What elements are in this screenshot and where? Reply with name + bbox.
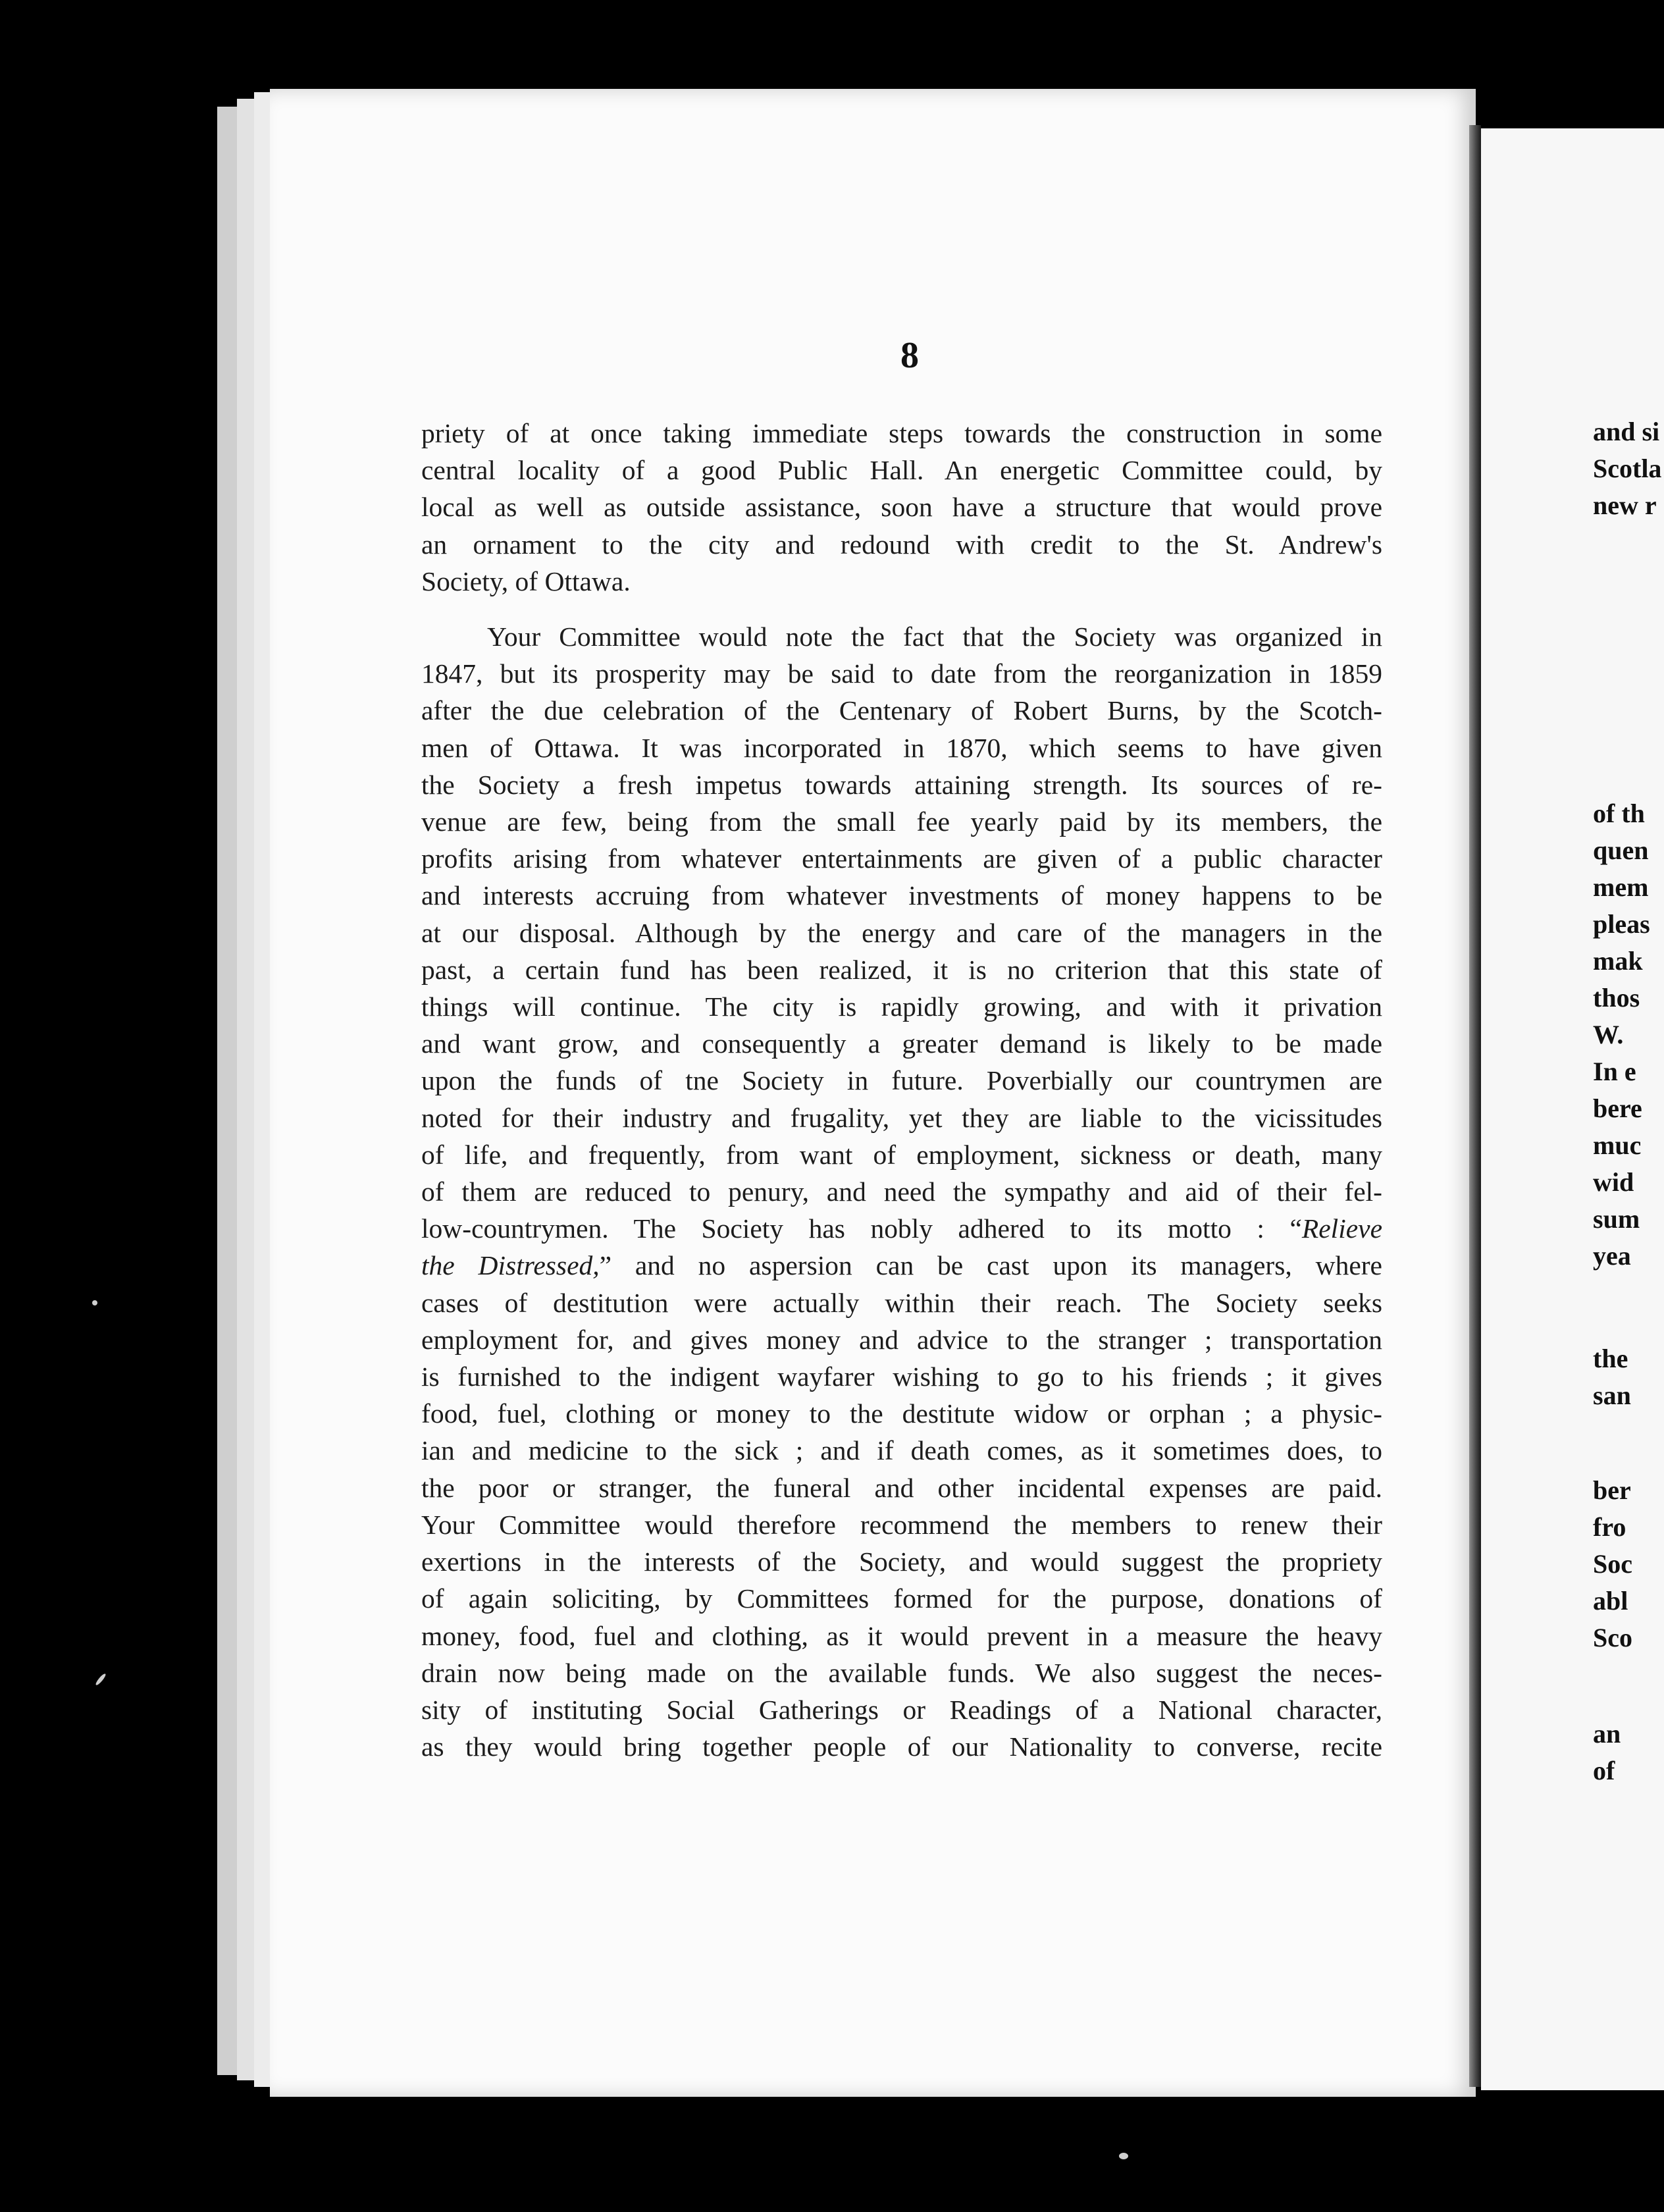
facing-page-fragment: In e bbox=[1593, 1057, 1636, 1086]
text-line: cases of destitution were actually within their reach. The Society seeks bbox=[421, 1287, 1382, 1318]
text-line: ian and medicine to the sick ; and if death comes, as it sometimes does, to bbox=[421, 1435, 1382, 1466]
facing-page-fragment: Soc bbox=[1593, 1549, 1632, 1579]
dust-speck bbox=[1119, 2153, 1128, 2159]
facing-page-fragment: the bbox=[1593, 1344, 1628, 1373]
facing-page-fragment: pleas bbox=[1593, 909, 1650, 939]
text-line: employment for, and gives money and advice to the stranger ; transportation bbox=[421, 1324, 1382, 1355]
facing-page-fragment: of th bbox=[1593, 799, 1645, 828]
facing-page-fragment: mem bbox=[1593, 872, 1649, 902]
text-line: sity of instituting Social Gatherings or Readings of a National character, bbox=[421, 1694, 1382, 1725]
text-line-indented bbox=[421, 618, 1382, 655]
motto-text: Relieve bbox=[1301, 1213, 1382, 1244]
text-line: men of Ottawa. It was incorporated in 1870, which seems to have given bbox=[421, 732, 1382, 763]
dust-speck bbox=[95, 1673, 107, 1687]
text-line: and want grow, and consequently a greater demand is likely to be made bbox=[421, 1028, 1382, 1059]
facing-page-fragment: yea bbox=[1593, 1241, 1631, 1271]
facing-page-fragment: san bbox=[1593, 1381, 1631, 1410]
text-line: at our disposal. Although by the energy and care of the managers in the bbox=[421, 917, 1382, 948]
page-body-text bbox=[421, 415, 1382, 1765]
text-line: past, a certain fund has been realized, it is no criterion that this state of bbox=[421, 954, 1382, 985]
page-number: 8 bbox=[900, 335, 919, 376]
facing-page-fragment: Scotla bbox=[1593, 454, 1662, 483]
facing-page-fragment: of bbox=[1593, 1756, 1615, 1785]
text-line: the poor or stranger, the funeral and other incidental expenses are paid. bbox=[421, 1472, 1382, 1503]
facing-page-fragment: and si bbox=[1593, 417, 1660, 446]
text-line: local as well as outside assistance, soon have a structure that would prove bbox=[421, 492, 1382, 523]
text-line: of life, and frequently, from want of employment, sickness or death, many bbox=[421, 1139, 1382, 1170]
text-line: upon the funds of tne Society in future. Poverbially our countrymen are bbox=[421, 1065, 1382, 1096]
text-line: low-countrymen. The Society has nobly adhered to its motto : “ bbox=[421, 1213, 1302, 1244]
text-line: Your Committee would therefore recommend the members to renew their bbox=[421, 1509, 1382, 1540]
text-line: priety of at once taking immediate steps towards the construction in some bbox=[421, 418, 1382, 448]
text-line: an ornament to the city and redound with credit to the St. Andrew's bbox=[421, 529, 1382, 560]
text-line: Society, of Ottawa. bbox=[421, 566, 631, 596]
text-line: venue are few, being from the small fee yearly paid by its members, the bbox=[421, 806, 1382, 837]
motto-text: the Distressed, bbox=[421, 1250, 600, 1281]
facing-page-fragment: fro bbox=[1593, 1512, 1626, 1542]
text-line: after the due celebration of the Centenary of Robert Burns, by the Scotch- bbox=[421, 695, 1382, 726]
text-line: ” and no aspersion can be cast upon its managers, where bbox=[599, 1250, 1382, 1281]
facing-page-fragment: new r bbox=[1593, 490, 1657, 520]
text-line: profits arising from whatever entertainments are given of a public character bbox=[421, 843, 1382, 874]
text-line-with-motto bbox=[421, 1247, 1382, 1284]
facing-page-fragment: mak bbox=[1593, 946, 1643, 976]
facing-page-fragment: sum bbox=[1593, 1204, 1640, 1234]
text-line: noted for their industry and frugality, yet they are liable to the vicissitudes bbox=[421, 1102, 1382, 1133]
facing-page-fragment: Sco bbox=[1593, 1623, 1632, 1652]
facing-page-fragment: muc bbox=[1593, 1130, 1642, 1160]
facing-page-fragment: thos bbox=[1593, 983, 1640, 1013]
facing-page-fragment: an bbox=[1593, 1719, 1621, 1749]
facing-page-fragment: ber bbox=[1593, 1475, 1631, 1505]
text-line-with-motto bbox=[421, 1210, 1382, 1247]
facing-page-fragment: W. bbox=[1593, 1020, 1624, 1049]
dust-speck bbox=[92, 1300, 97, 1305]
text-line: of them are reduced to penury, and need the sympathy and aid of their fel- bbox=[421, 1176, 1382, 1207]
facing-page-fragment: bere bbox=[1593, 1093, 1642, 1123]
text-line: of again soliciting, by Committees formed for the purpose, donations of bbox=[421, 1583, 1382, 1614]
text-line: central locality of a good Public Hall. An energetic Committee could, by bbox=[421, 455, 1382, 486]
text-line: the Society a fresh impetus towards attaining strength. Its sources of re- bbox=[421, 769, 1382, 800]
text-line: things will continue. The city is rapidly growing, and with it privation bbox=[421, 991, 1382, 1022]
text-line: and interests accruing from whatever investments of money happens to be bbox=[421, 880, 1382, 911]
text-line: money, food, fuel and clothing, as it would prevent in a measure the heavy bbox=[421, 1620, 1382, 1651]
text-line: Your Committee would note the fact that the Society was organized in bbox=[487, 621, 1382, 652]
facing-page-fragment: abl bbox=[1593, 1586, 1628, 1616]
text-line: as they would bring together people of our Nationality to converse, recite bbox=[421, 1731, 1382, 1762]
text-line: 1847, but its prosperity may be said to date from the reorganization in 1859 bbox=[421, 658, 1382, 689]
text-line: is furnished to the indigent wayfarer wishing to go to his friends ; it gives bbox=[421, 1361, 1382, 1392]
book-gutter bbox=[1469, 125, 1481, 2087]
facing-page-fragment: quen bbox=[1593, 835, 1649, 865]
text-line: exertions in the interests of the Society, and would suggest the propriety bbox=[421, 1546, 1382, 1577]
facing-page-fragment: wid bbox=[1593, 1167, 1634, 1197]
text-line: drain now being made on the available funds. We also suggest the neces- bbox=[421, 1657, 1382, 1688]
text-line: food, fuel, clothing or money to the destitute widow or orphan ; a physic- bbox=[421, 1398, 1382, 1429]
